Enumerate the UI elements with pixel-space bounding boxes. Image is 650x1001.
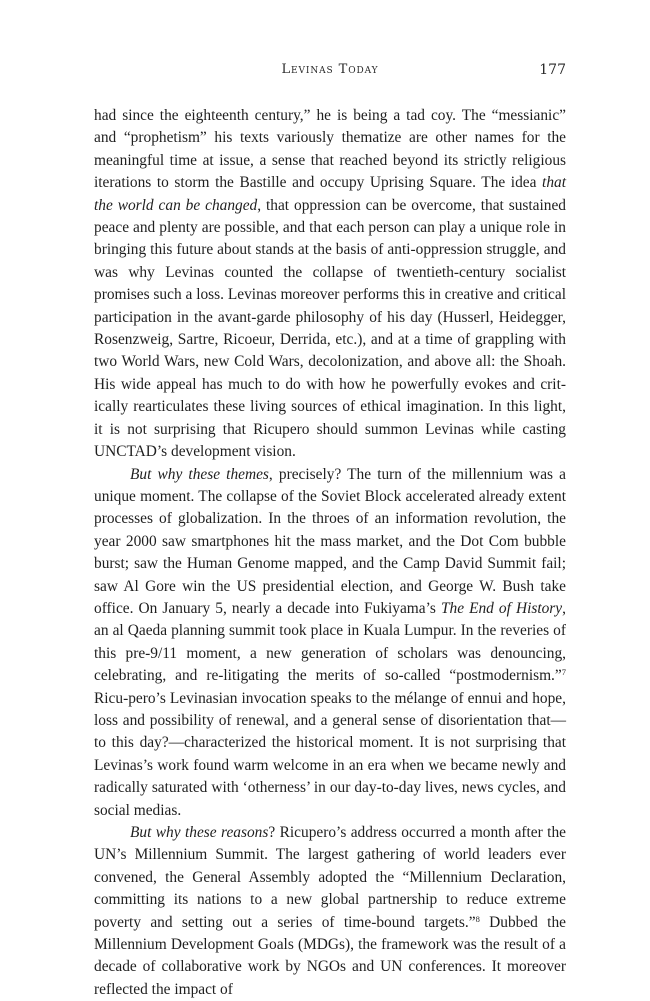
- text-run: Dubbed the Millennium Development Goals (MDGs), the framework was the result of a decade of collaborative work by NGOs and UN conferences. It moreover reflected the impact of: [94, 913, 566, 998]
- text-run: , precisely? The turn of the millennium was a unique moment. The collapse of the Soviet Block accelerated already extent processes of globalization. In the throes of an information revolution, the year 2000 saw smartphones hit the mass market, and the Dot Com bubble burst; saw the Human Genome mapped, and the Camp David Summit fail; saw Al Gore win the US presidential election, and George W. Bush take office. On January 5, nearly a decade into Fukiyama’s: [94, 465, 566, 617]
- page-number: 177: [539, 62, 566, 78]
- paragraph: [94, 464, 566, 823]
- page-header: [94, 62, 566, 82]
- italic-text: But why these themes: [130, 465, 269, 483]
- footnote-ref[interactable]: 8: [475, 913, 480, 924]
- italic-text: The End of History: [440, 599, 563, 617]
- italic-text: But why these reasons: [130, 824, 269, 841]
- text-run: ? Ricupero’s address occurred a month after the UN’s Millennium Summit. The largest gathering of world leaders ever convened, the General Assembly adopted the “Millennium Declaration, committing its nations to a new global partnership to reduce extreme poverty and setting out a series of time-bound targets.”: [94, 824, 566, 931]
- running-head: Levinas Today: [281, 62, 379, 77]
- paragraph: [94, 822, 566, 1001]
- footnote-ref[interactable]: 7: [561, 667, 566, 678]
- text-run: had since the eighteenth century,” he is being a tad coy. The “messianic” and “prophetism” his texts variously thematize are other names for the meaningful time at issue, a sense that reached beyond its strictly religious iterations to storm the Bastille and occupy Uprising Square. The idea: [94, 107, 566, 192]
- text-run: , that oppression can be overcome, that sustained peace and plenty are possible, and that each person can play a unique role in bringing this future about stands at the basis of anti-oppression struggle, and was why Levinas counted the collapse of twentieth-century socialist promises such a loss. Levinas moreover performs this in creative and critical participation in the avant-garde philosophy of his day (Husserl, Heidegger, Rosenzweig, Sartre, Ricoeur, Derrida, etc.), and at a time of grappling with two World Wars, new Cold Wars, decolonization, and above all: the Shoah. His wide appeal has much to do with how he powerfully evokes and crit-ically rearticulates these living sources of ethical imagination. In this light, it is not surprising that Ricupero should summon Levinas while casting UNCTAD’s development vision.: [94, 196, 566, 461]
- paragraph: [94, 105, 566, 464]
- text-run: Ricu-pero’s Levinasian invocation speaks to the mélange of ennui and hope, loss and possibility of renewal, and a general sense of disorientation that—to this day?—characterized the historical moment. It is not surprising that Levinas’s work found warm welcome in an era when we became newly and radically saturated with ‘otherness’ in our day-to-day lives, news cycles, and social medias.: [94, 689, 566, 819]
- italic-text: that the world can be changed: [94, 174, 566, 214]
- body-text: [94, 105, 566, 1001]
- text-run: , an al Qaeda planning summit took place in Kuala Lumpur. In the reveries of this pre-9/11 moment, a new generation of scholars was denouncing, celebrating, and re-litigating the merits of so-called “postmodernism.”: [94, 599, 566, 685]
